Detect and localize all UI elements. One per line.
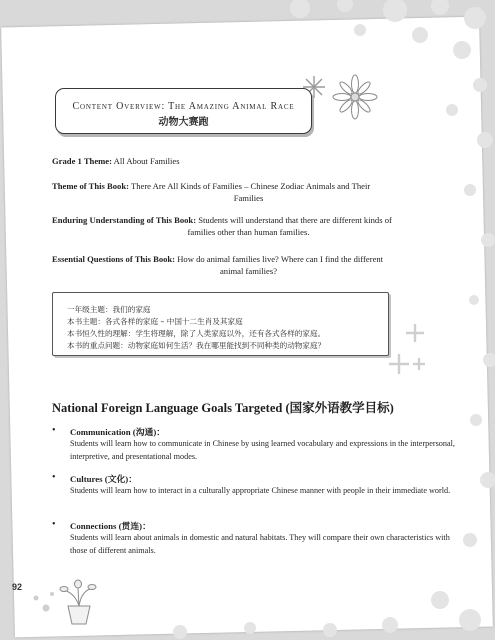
content-overview-box [55,88,312,134]
goal-description: Students will learn how to communicate in Chinese by using learned vocabulary and expressions in the interpersonal, interpretive, and presentational modes. [70,439,455,461]
grade-theme: Grade 1 Theme: All About Families [52,156,180,166]
goal-title: Communication (沟通)： [70,427,166,437]
goal-description: Students will learn how to interact in a culturally appropriate Chinese manner with people in their immediate world. [70,486,451,495]
chinese-summary-line: 本书恒久性的理解：学生将理解，除了人类家庭以外，还有各式各样的家庭。 [67,329,326,338]
goal-title: Connections (贯连)： [70,521,151,531]
essential-questions: Essential Questions of This Book: How do animal families live? Where can I find the different animal families? [52,254,384,276]
enduring-understanding: Enduring Understanding of This Book: Students will understand that there are different kinds of families other than human families. [52,215,392,237]
sparkle-icon [300,72,380,132]
overview-title: Content Overview: The Amazing Animal Race [72,101,295,112]
chinese-summary-line: 本书主题：各式各样的家庭 – 中国十二生肖及其家庭 [67,317,243,326]
page-number: 92 [12,582,23,592]
goal-title: Cultures (文化)： [70,474,138,484]
chinese-summary-line: 本书的重点问题：动物家庭如何生活？我在哪里能找到不同种类的动物家庭？ [67,341,326,350]
overview-subtitle: 动物大赛跑 [158,117,209,128]
sparkle-icon [385,320,435,380]
bullet: • [52,472,56,483]
plant-pot-icon [28,578,98,628]
chinese-summary-box [52,292,389,356]
goal-description: Students will learn about animals in domestic and natural habitats. They will compare their own characteristics with those of different animals. [70,533,450,555]
bullet: • [52,519,56,530]
book-theme: Theme of This Book: There Are All Kinds of Families – Chinese Zodiac Animals and Their Families [52,181,371,203]
bullet: • [52,425,56,436]
goals-heading: National Foreign Language Goals Targeted (国家外语教学目标) [52,401,394,415]
chinese-summary-line: 一年级主题：我们的家庭 [67,305,151,314]
